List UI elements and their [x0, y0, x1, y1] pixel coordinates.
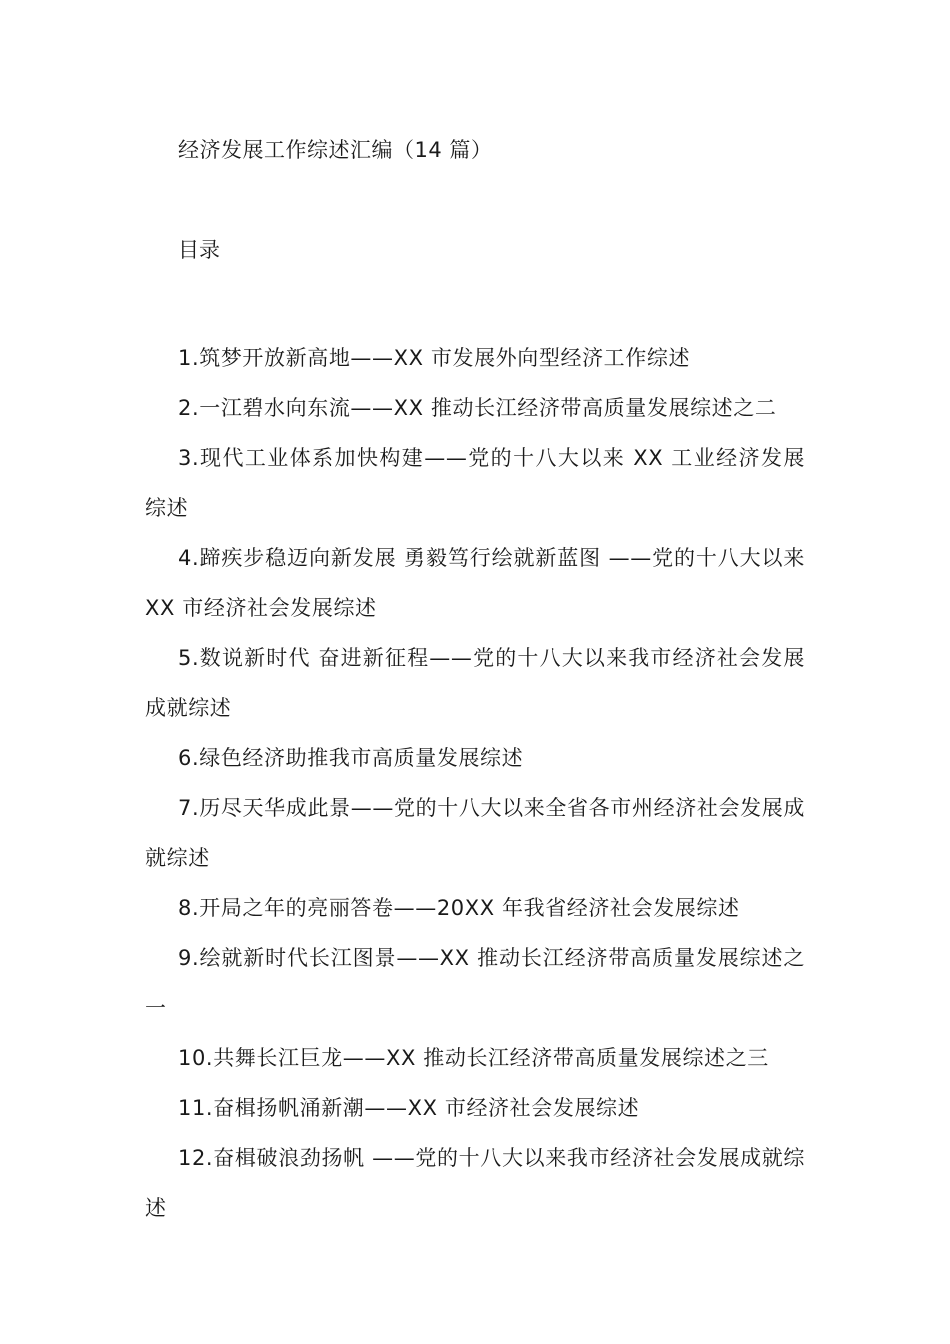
toc-item: 2.一江碧水向东流——XX 推动长江经济带高质量发展综述之二: [178, 396, 777, 420]
toc-item: 5.数说新时代 奋进新征程——党的十八大以来我市经济社会发展成就综述: [145, 646, 805, 720]
toc-item: 7.历尽天华成此景——党的十八大以来全省各市州经济社会发展成就综述: [145, 796, 805, 870]
toc-item: 1.筑梦开放新高地——XX 市发展外向型经济工作综述: [178, 346, 691, 370]
toc-item: 4.蹄疾步稳迈向新发展 勇毅笃行绘就新蓝图 ——党的十八大以来 XX 市经济社会发展综述: [145, 546, 805, 620]
toc-item: 8.开局之年的亮丽答卷——20XX 年我省经济社会发展综述: [178, 896, 740, 920]
toc-item: 11.奋楫扬帆涌新潮——XX 市经济社会发展综述: [178, 1096, 640, 1120]
toc-item: 9.绘就新时代长江图景——XX 推动长江经济带高质量发展综述之一: [145, 946, 805, 1020]
document-title: 经济发展工作综述汇编（14 篇）: [178, 138, 493, 162]
toc-item: 12.奋楫破浪劲扬帆 ——党的十八大以来我市经济社会发展成就综述: [145, 1146, 805, 1220]
toc-item: 6.绿色经济助推我市高质量发展综述: [178, 746, 524, 770]
toc-heading: 目录: [178, 238, 220, 262]
toc-item: 10.共舞长江巨龙——XX 推动长江经济带高质量发展综述之三: [178, 1046, 769, 1070]
table-of-contents: [145, 333, 805, 1233]
toc-item: 3.现代工业体系加快构建——党的十八大以来 XX 工业经济发展综述: [145, 446, 805, 520]
